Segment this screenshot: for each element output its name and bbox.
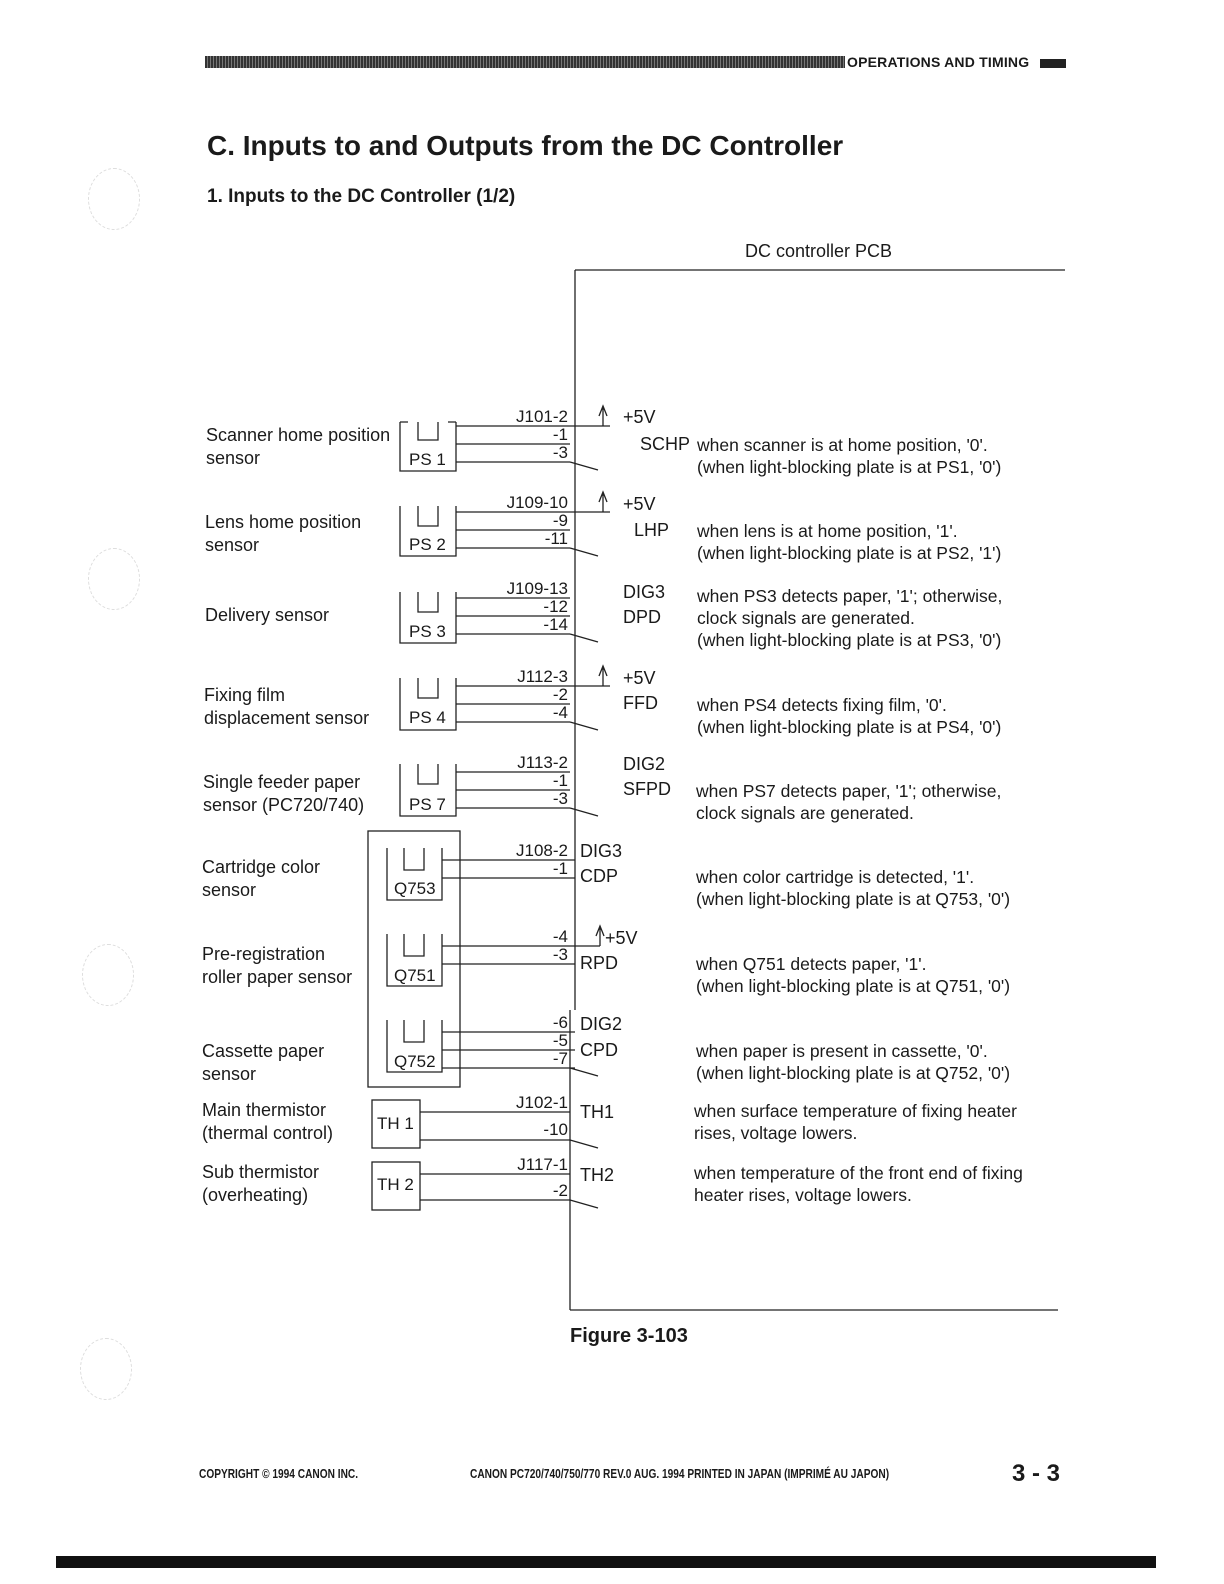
signal-description: when PS3 detects paper, '1'; otherwise, clock signals are generated. (when light-blocking plate is at PS3, '0')	[697, 586, 1003, 650]
pin-label: -7	[552, 1049, 568, 1068]
signal-label: DIG3	[623, 582, 666, 602]
sensor-id: PS 2	[409, 535, 446, 554]
bottom-bar	[56, 1556, 1156, 1568]
sensor-id: PS 1	[409, 450, 446, 469]
signal-label: DPD	[623, 607, 662, 627]
signal-label: +5V	[605, 928, 638, 948]
pcb-label: DC controller PCB	[745, 241, 893, 261]
pin-label: J108-2	[516, 841, 568, 860]
signal-description: when Q751 detects paper, '1'. (when light-blocking plate is at Q751, '0')	[696, 954, 1011, 996]
pin-label: -1	[552, 771, 568, 790]
signal-description: when color cartridge is detected, '1'. (when light-blocking plate is at Q753, '0')	[696, 867, 1011, 909]
pin-label: -2	[552, 685, 568, 704]
signal-label: CPD	[580, 1040, 619, 1060]
signal-description: when surface temperature of fixing heater rises, voltage lowers.	[694, 1101, 1017, 1143]
signal-label: +5V	[623, 407, 656, 427]
sensor-label-ps2: Lens home position sensor	[205, 512, 362, 555]
pin-label: -3	[552, 945, 568, 964]
signal-label: TH1	[580, 1102, 615, 1122]
vcc-arrow-icons	[596, 406, 607, 946]
signal-label: CDP	[580, 866, 619, 886]
pin-label: J102-1	[516, 1093, 568, 1112]
pin-label: -1	[552, 425, 568, 444]
sensor-label-ps7: Single feeder paper sensor (PC720/740)	[203, 772, 365, 815]
pin-label: -10	[543, 1120, 568, 1139]
pin-label: J112-3	[517, 667, 568, 686]
signal-label: SFPD	[623, 779, 672, 799]
sensor-label-ps3: Delivery sensor	[205, 605, 330, 625]
pin-label: -3	[552, 789, 568, 808]
pin-label: J109-10	[506, 493, 568, 512]
signal-label: TH2	[580, 1165, 615, 1185]
footer-model-line: CANON PC720/740/750/770 REV.0 AUG. 1994 PRINTED IN JAPAN (IMPRIMÉ AU JAPON)	[470, 1466, 890, 1481]
sensor-label-ps4: Fixing film displacement sensor	[204, 685, 370, 728]
pin-label: -12	[543, 597, 568, 616]
pin-label: -4	[552, 703, 568, 722]
signal-label: DIG3	[580, 841, 623, 861]
sensor-id: PS 3	[409, 622, 446, 641]
pin-label: -4	[552, 927, 568, 946]
sensor-label-q752: Cassette paper sensor	[202, 1041, 325, 1084]
signal-description: when lens is at home position, '1'. (when light-blocking plate is at PS2, '1')	[697, 521, 1002, 563]
pin-label: -2	[552, 1181, 568, 1200]
pin-label: J101-2	[516, 407, 568, 426]
signal-label: +5V	[623, 668, 656, 688]
page-number: 3 - 3	[1012, 1460, 1061, 1487]
signal-description: when temperature of the front end of fixing heater rises, voltage lowers.	[694, 1163, 1023, 1205]
pin-label: J113-2	[517, 753, 568, 772]
signal-label: SCHP	[640, 434, 691, 454]
pin-label: J109-13	[506, 579, 568, 598]
pin-label: -11	[544, 529, 568, 548]
signal-label: +5V	[623, 494, 656, 514]
sensor-id: TH 1	[377, 1114, 414, 1133]
signal-label: RPD	[580, 953, 619, 973]
sensor-id: Q753	[394, 879, 436, 898]
sensor-label-ps1: Scanner home position sensor	[206, 425, 391, 468]
pin-label: -14	[543, 615, 568, 634]
signal-label: DIG2	[580, 1014, 623, 1034]
sensor-id: PS 7	[409, 795, 446, 814]
sensor-id: TH 2	[377, 1175, 414, 1194]
signal-description: when PS4 detects fixing film, '0'. (when light-blocking plate is at PS4, '0')	[697, 695, 1002, 737]
signal-label: DIG2	[623, 754, 666, 774]
sensor-id: Q752	[394, 1052, 436, 1071]
pin-label: J117-1	[517, 1155, 568, 1174]
sensor-label-th1: Main thermistor (thermal control)	[202, 1100, 334, 1143]
signal-description: when paper is present in cassette, '0'. (when light-blocking plate is at Q752, '0')	[696, 1041, 1011, 1083]
signal-description: when PS7 detects paper, '1'; otherwise, clock signals are generated.	[696, 781, 1002, 823]
sensor-id: PS 4	[409, 708, 446, 727]
signal-label: FFD	[623, 693, 658, 713]
section-subtitle: 1. Inputs to the DC Controller (1/2)	[207, 186, 516, 207]
figure-caption: Figure 3-103	[570, 1325, 688, 1347]
pin-label: -5	[552, 1031, 568, 1050]
sensor-id: Q751	[394, 966, 436, 985]
sensor-label-q753: Cartridge color sensor	[202, 857, 321, 900]
section-header: OPERATIONS AND TIMING	[847, 54, 1030, 70]
pin-label: -3	[552, 443, 568, 462]
sensor-label-q751: Pre-registration roller paper sensor	[202, 944, 353, 987]
pin-label: -9	[552, 511, 568, 530]
page-title: C. Inputs to and Outputs from the DC Controller	[207, 130, 844, 161]
footer-copyright: COPYRIGHT © 1994 CANON INC.	[199, 1466, 359, 1481]
pin-label: -1	[552, 859, 568, 878]
pin-label: -6	[552, 1013, 568, 1032]
signal-label: LHP	[634, 520, 670, 540]
sensor-label-th2: Sub thermistor (overheating)	[202, 1162, 320, 1205]
signal-description: when scanner is at home position, '0'. (when light-blocking plate is at PS1, '0')	[697, 435, 1002, 477]
